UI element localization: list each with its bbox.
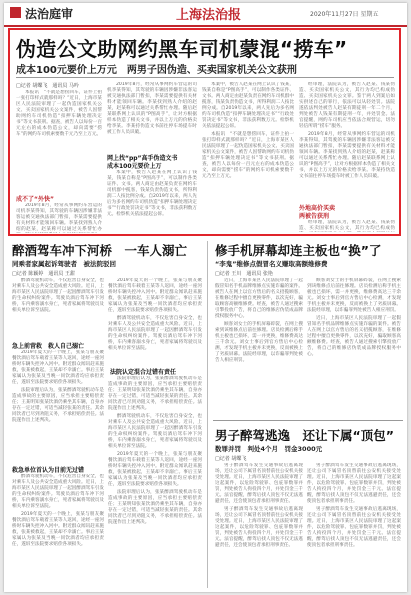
page-header [4, 3, 407, 27]
story2-column-1: 醉酒驾驶机动车，不仅危害自身安全，也对乘车人及公共安全造成重大风险。近日，上海市某区人民法院审理了一起因醉酒驾车引发的生命权纠纷案件。驾驶员酒后驾车冲下河桥，车内乘客溺水身亡，死者家属将驾驶员及相关单位诉至法院。 [12, 278, 104, 313]
lead-subhead: 外地高价买卖 [299, 205, 336, 212]
story2-column-1c: 醉酒驾驶机动车，不仅危害自身安全，也对乘车人及公共安全造成重大风险。近日，上海市某区人民法院审理了一起因醉酒驾车引发的生命权纠纷案件。驾驶员酒后驾车冲下河桥，车内乘客溺水身亡，死者家属将驾驶员及相关单位诉至法院。 2019年夏天的一个晚上，张某与朋友聚餐饮酒后驾车载着王某等人返回，途经一座河桥时车辆失控冲入河中。附近群众闻讯赶来施救，张某被救起，王某却不幸溺亡。事后王某家属认为张某及当晚一同饮酒者均应承担责任，遂诉至法院要求赔偿各项损失。 [12, 474, 104, 547]
lead-column-2b: 本案中，被告人赵某在网上认识了钱某，钱某自称是“P图高手”，可以制作各类证件、文书。两人商定由赵某负责在网约车司机群中揽客，钱某负责伪造文书，所得利润二人按比例分成。自2019年以来，两人先后为多名网约车司机伪造“扣押车辆处理决定书”“行政处罚决定书”等文书，非法获利数万元。检察机关依法提起公诉。 [107, 170, 197, 217]
lead-column-2: 2019年8月，经常从事网约车营运的司机李某得知，其驾驶的车辆因涉嫌非法客运被交通执法部门暂扣，李某需要提供有关材料才能领回车辆。李某找到熟人介绍的赵某，赵某称可以通过关系帮忙办理。随后赵某联系网上认识的“P图高手”，让对方根据样本伪造了相关文书，并以上万元的价格卖给李某。李某持伪造文书前往停车场提车时被工作人员识破。 [107, 82, 197, 135]
story4-byline: □记者 胡蝶飞 [215, 456, 247, 462]
story-divider [213, 420, 403, 421]
story4-column-1: 男子醉酒驾车发生交通事故后逃离现场，还让公司下属冒名顶替前往公安机关接受处理。近日，上海市某区人民法院审理了这起案件，以危险驾驶罪、包庇罪数罪并罚，判处被告人拘役四个月，并处罚金三千元。法官提醒，醉驾后找人顶包不仅无法逃避责任，还会使顶包者承担刑事责任。 男子醉酒驾车发生交通事故后逃离现场，还让公司下属冒名顶替前往公安机关接受处理。近日，上海市某区人民法院审理了这起案件，以危险驾驶罪、包庇罪数罪并罚，判处被告人拘役四个月，并处罚金三千元。法官提醒，醉驾后找人顶包不仅无法逃避责任，还会使顶包者承担刑事责任。 [215, 463, 303, 548]
story3-byline: □记者 王川 通讯员 张艳 [215, 271, 273, 277]
story3-column-2: 顾客刘女士的手机屏幕碎裂，在网上搜索到该维修点后前往修理。店员检测后称手机主板也已损坏，需一并更换，维修费高达三千余元。刘女士事后到官方售后中心检测，才发现手机主板并未更换，反而被换上了劣质屏幕。法院经审理，以诈骗罪判处被告人相应刑罚。 近日，上海市某区人民法院审理了一起假冒知名手机品牌维修点实施诈骗的案件。被告人在网上以官方售后的名义招揽顾客，在维修过程中擅自更换零件，以次充好，骗取顾客高额维修费。经查，被告人通过搜索引擎投放广告，将自己的维修店伪装成品牌授权服务中心。 [307, 278, 401, 357]
lead-column-1b: 2019年8月，经常从事网约车营运的司机李某得知，其驾驶的车辆因涉嫌非法客运被交通执法部门暂扣，李某需要提供有关材料才能领回车辆。李某找到熟人介绍的赵某，赵某称可以通过关系帮忙办 [16, 203, 102, 232]
lead-column-3: 本案中，被告人赵某在网上认识了钱某，钱某自称是“P图高手”，可以制作各类证件、文书。两人商定由赵某负责在网约车司机群中揽客，钱某负责伪造文书，所得利润二人按比例分成。自2019年以来，两人先后为多名网约车司机伪造“扣押车辆处理决定书”“行政处罚决定书”等文书，非法获利数万元。检察机关依法提起公诉。 本报讯 “不就是想捞回车，证件上拍一张打印样式就那样吗？”近日，上海市某区人民法院审理了一起伪造国家机关公文、买卖国家机关公文案件，被告人因帮助网约车司机伪造“扣押车辆处理决定书”等文书获刑。据查，被告人以每份一百元左右的成本伪造公文，却向需要“捞车”的网约车司机索要数千元乃至上万元。 [202, 82, 294, 179]
story2-byline: □记者 陈颖婷 通讯员 王甜 [12, 271, 75, 277]
lead-subhead: 成不了“外快” [16, 196, 54, 203]
column-divider [207, 241, 208, 588]
story2-subhead: 法院认定混合过错有责任 [110, 369, 177, 376]
section-title: 法治庭审 [25, 7, 74, 21]
story2-column-2: 2019年夏天的一个晚上，张某与朋友聚餐饮酒后驾车载着王某等人返回，途经一座河桥时车辆失控冲入河中。附近群众闻讯赶来施救，张某被救起，王某却不幸溺亡。事后王某家属认为张某及当晚一同饮酒者均应承担责任，遂诉至法院要求赔偿各项损失。 醉酒驾驶机动车，不仅危害自身安全，也对乘车人及公共安全造成重大风险。近日，上海市某区人民法院审理了一起因醉酒驾车引发的生命权纠纷案件。驾驶员酒后驾车冲下河桥，车内乘客溺水身亡，死者家属将驾驶员及相关单位诉至法院。 [108, 278, 202, 351]
lead-subheadline: 成本100元要价上万元 两男子因伪造、买卖国家机关公文获刑 [16, 65, 297, 76]
newspaper-name: 上海法治报 [176, 8, 242, 23]
date-line: 2020年11月27日 星期五 [310, 11, 379, 18]
lead-divider [16, 77, 394, 78]
lead-column-4: 经审理，法院认为，被告人赵某、钱某伪造、买卖国家机关公文，其行为均已构成伪造、买卖国家机关公文罪。鉴于两人到案后如实供述自己的罪行，依法可以从轻处罚。法院遂依法判处被告人赵某有期徒刑一年二个月，判处被告人钱某有期徒刑一年，并处罚金。法官提醒，网约车司机应当依法合规营运，切勿轻信所谓“捞车”服务。 2019年8月，经常从事网约车营运的司机李某得知，其驾驶的车辆因涉嫌非法客运被交通执法部门暂扣，李某需要提供有关材料才能领回车辆。李某找到熟人介绍的赵某，赵某称可以通过关系帮忙办理。随后赵某联系网上认识的“P图高手”，让对方根据样本伪造了相关文书，并以上万元的价格卖给李某。李某持伪造文书前往停车场提车时被工作人员识破。 [299, 82, 395, 179]
story2-column-2b: 法院审理后认为，张某醉酒驾驶机动车是造成事故的主要原因，应当承担主要赔偿责任；王某明知张某饮酒仍乘坐其车辆，自身亦存在一定过错，可适当减轻张某的责任。其余同饮者已尽到劝阻义务，不承担赔偿责任。法院遂作出上述判决。 醉酒驾驶机动车，不仅危害自身安全，也对乘车人及公共安全造成重大风险。近日，上海市某区人民法院审理了一起因醉酒驾车引发的生命权纠纷案件。驾驶员酒后驾车冲下河桥，车内乘客溺水身亡，死者家属将驾驶员及相关单位诉至法院。 2019年夏天的一个晚上，张某与朋友聚餐饮酒后驾车载着王某等人返回，途经一座河桥时车辆失控冲入河中。附近群众闻讯赶来施救，张某被救起，王某却不幸溺亡。事后王某家属认为张某及当晚一同饮酒者均应承担责任，遂诉至法院要求赔偿各项损失。 法院审理后认为，张某醉酒驾驶机动车是造成事故的主要原因，应当承担主要赔偿责任；王某明知张某饮酒仍乘坐其车辆，自身亦存在一定过错，可适当减轻张某的责任。其余同饮者已尽到劝阻义务，不承担赔偿责任。法院遂作出上述判决。 [108, 376, 202, 525]
lead-column-4b: 经审理，法院认为，被告人赵某、钱某伪造、买卖国家机关公文，其行为均已构成伪 [299, 220, 395, 231]
story3-column-1: 近日，上海市某区人民法院审理了一起假冒知名手机品牌维修点实施诈骗的案件。被告人在网上以官方售后的名义招揽顾客，在维修过程中擅自更换零件，以次充好，骗取顾客高额维修费。经查，被告人通过搜索引擎投放广告，将自己的维修店伪装成品牌授权服务中心。 顾客刘女士的手机屏幕碎裂，在网上搜索到该维修点后前往修理。店员检测后称手机主板也已损坏，需一并更换，维修费高达三千余元。刘女士事后到官方售后中心检测，才发现手机主板并未更换，反而被换上了劣质屏幕。法院经审理，以诈骗罪判处被告人相应刑罚。 [215, 278, 303, 363]
story2-headline: 醉酒驾车冲下河桥 一车人溺亡 [12, 243, 188, 258]
story2-subhead: 救急单位首认为目前无过错 [12, 467, 85, 474]
section-square-icon [10, 7, 21, 18]
story3-subheadline: “李鬼”维修点假冒名义赚取高额维修费 [215, 260, 328, 268]
lead-headline: 伪造公文助网约黑车司机蒙混“捞车” [16, 37, 348, 61]
story4-column-2: 男子醉酒驾车发生交通事故后逃离现场，还让公司下属冒名顶替前往公安机关接受处理。近日，上海市某区人民法院审理了这起案件，以危险驾驶罪、包庇罪数罪并罚，判处被告人拘役四个月，并处罚金三千元。法官提醒，醉驾后找人顶包不仅无法逃避责任，还会使顶包者承担刑事责任。 男子醉酒驾车发生交通事故后逃离现场，还让公司下属冒名顶替前往公安机关接受处理。近日，上海市某区人民法院审理了这起案件，以危险驾驶罪、包庇罪数罪并罚，判处被告人拘役四个月，并处罚金三千元。法官提醒，醉驾后找人顶包不仅无法逃避责任，还会使顶包者承担刑事责任。 [307, 463, 401, 548]
newspaper-page [4, 3, 407, 592]
lead-byline: □记者 胡蝶飞 通讯员 马吟 [16, 83, 79, 89]
lead-subhead: 成本100元要价上万 [107, 163, 162, 170]
story2-column-1b: 2019年夏天的一个晚上，张某与朋友聚餐饮酒后驾车载着王某等人返回，途经一座河桥时车辆失控冲入河中。附近群众闻讯赶来施救，张某被救起，王某却不幸溺亡。事后王某家属认为张某及当晚一同饮酒者均应承担责任，遂诉至法院要求赔偿各项损失。 法院审理后认为，张某醉酒驾驶机动车是造成事故的主要原因，应当承担主要赔偿责任；王某明知张某饮酒仍乘坐其车辆，自身亦存在一定过错，可适当减轻张某的责任。其余同饮者已尽到劝阻义务，不承担赔偿责任。法院遂作出上述判决。 [12, 350, 104, 423]
lead-column-1: 本报讯 “不就是想捞回车，证件上拍一张打印样式就那样吗？”近日，上海市某区人民法院审理了一起伪造国家机关公文、买卖国家机关公文案件，被告人因帮助网约车司机伪造“扣押车辆处理决定书”等文书获刑。据查，被告人以每份一百元左右的成本伪造公文，却向需要“捞车”的网约车司机索要数千元乃至上万元。 [16, 90, 102, 137]
lead-subhead: 网上找“pp”高手伪造文书 [107, 155, 178, 162]
lead-subhead: 两被告获刑 [299, 213, 330, 220]
story4-headline: 男子醉驾逃逸 还让下属“顶包” [215, 428, 394, 443]
story2-subhead: 急上前营救 救人自己溺亡 [12, 343, 85, 350]
story3-headline: 修手机屏幕却连主板也“换”了 [215, 243, 382, 258]
story2-subheadline: 同乘者家属起诉驾驶者 被法院驳回 [12, 260, 116, 268]
story4-subheadline: 数罪并罚 判处4个月 罚金3000元 [215, 445, 323, 453]
